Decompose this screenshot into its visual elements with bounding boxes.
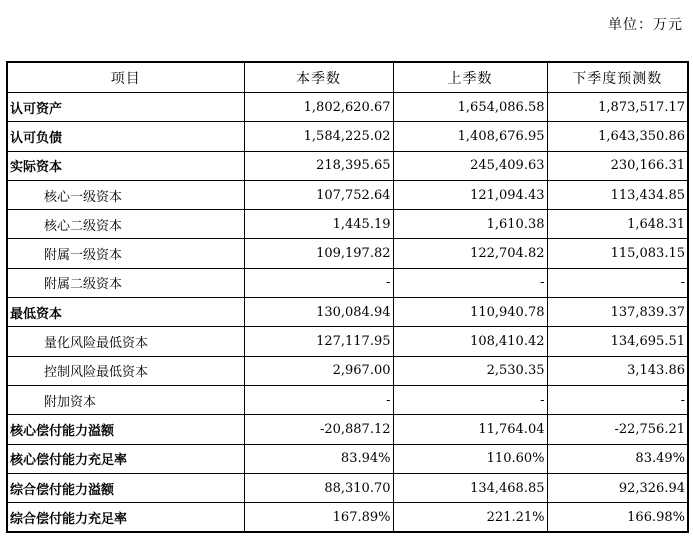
forecast-value: 3,143.86: [547, 356, 688, 385]
row-label: 综合偿付能力充足率: [7, 503, 244, 533]
current-quarter-value: 1,584,225.02: [244, 122, 393, 151]
previous-quarter-value: -: [393, 385, 547, 414]
row-label: 附属二级资本: [7, 268, 244, 297]
row-label: 综合偿付能力溢额: [7, 473, 244, 502]
table-row: [7, 327, 688, 356]
forecast-value: -: [547, 385, 688, 414]
unit-label: 单位：万元: [608, 17, 683, 33]
previous-quarter-value: 110,940.78: [393, 298, 547, 327]
row-label: 附加资本: [7, 385, 244, 414]
row-label: 实际资本: [7, 151, 244, 180]
row-label: 认可负债: [7, 122, 244, 151]
previous-quarter-value: -: [393, 268, 547, 297]
forecast-value: 134,695.51: [547, 327, 688, 356]
forecast-value: 230,166.31: [547, 151, 688, 180]
current-quarter-value: -: [244, 385, 393, 414]
row-label: 核心二级资本: [7, 210, 244, 239]
table-row: [7, 122, 688, 151]
current-quarter-value: 107,752.64: [244, 180, 393, 209]
current-quarter-value: 1,802,620.67: [244, 93, 393, 122]
forecast-value: 1,873,517.17: [547, 93, 688, 122]
table-row: [7, 298, 688, 327]
table-row: [7, 503, 688, 533]
previous-quarter-value: 1,408,676.95: [393, 122, 547, 151]
forecast-value: 1,648.31: [547, 210, 688, 239]
table-row: [7, 239, 688, 268]
forecast-value: 1,643,350.86: [547, 122, 688, 151]
row-label: 量化风险最低资本: [7, 327, 244, 356]
table-row: [7, 415, 688, 444]
table-row: [7, 356, 688, 385]
row-label: 附属一级资本: [7, 239, 244, 268]
previous-quarter-value: 11,764.04: [393, 415, 547, 444]
solvency-table: [6, 61, 689, 533]
table-row: [7, 93, 688, 122]
previous-quarter-value: 1,654,086.58: [393, 93, 547, 122]
row-label: 认可资产: [7, 93, 244, 122]
current-quarter-value: 83.94%: [244, 444, 393, 473]
forecast-value: -: [547, 268, 688, 297]
current-quarter-value: 167.89%: [244, 503, 393, 533]
current-quarter-value: 88,310.70: [244, 473, 393, 502]
current-quarter-value: 127,117.95: [244, 327, 393, 356]
current-quarter-value: 109,197.82: [244, 239, 393, 268]
current-quarter-value: 1,445.19: [244, 210, 393, 239]
previous-quarter-value: 1,610.38: [393, 210, 547, 239]
previous-quarter-value: 108,410.42: [393, 327, 547, 356]
current-quarter-value: 2,967.00: [244, 356, 393, 385]
table-row: [7, 151, 688, 180]
forecast-value: -22,756.21: [547, 415, 688, 444]
current-quarter-value: 218,395.65: [244, 151, 393, 180]
forecast-value: 115,083.15: [547, 239, 688, 268]
header-item: 项目: [7, 62, 244, 93]
current-quarter-value: -20,887.12: [244, 415, 393, 444]
forecast-value: 113,434.85: [547, 180, 688, 209]
row-label: 核心偿付能力充足率: [7, 444, 244, 473]
forecast-value: 92,326.94: [547, 473, 688, 502]
previous-quarter-value: 134,468.85: [393, 473, 547, 502]
table-row: [7, 444, 688, 473]
table-row: [7, 268, 688, 297]
header-next-quarter-forecast: 下季度预测数: [547, 62, 688, 93]
current-quarter-value: -: [244, 268, 393, 297]
previous-quarter-value: 221.21%: [393, 503, 547, 533]
previous-quarter-value: 121,094.43: [393, 180, 547, 209]
row-label: 核心偿付能力溢额: [7, 415, 244, 444]
header-previous-quarter: 上季数: [393, 62, 547, 93]
forecast-value: 166.98%: [547, 503, 688, 533]
row-label: 核心一级资本: [7, 180, 244, 209]
table-row: [7, 180, 688, 209]
previous-quarter-value: 2,530.35: [393, 356, 547, 385]
previous-quarter-value: 245,409.63: [393, 151, 547, 180]
forecast-value: 137,839.37: [547, 298, 688, 327]
current-quarter-value: 130,084.94: [244, 298, 393, 327]
table-row: [7, 385, 688, 414]
forecast-value: 83.49%: [547, 444, 688, 473]
previous-quarter-value: 122,704.82: [393, 239, 547, 268]
table-header-row: [7, 62, 688, 93]
row-label: 最低资本: [7, 298, 244, 327]
row-label: 控制风险最低资本: [7, 356, 244, 385]
header-current-quarter: 本季数: [244, 62, 393, 93]
table-row: [7, 473, 688, 502]
table-row: [7, 210, 688, 239]
previous-quarter-value: 110.60%: [393, 444, 547, 473]
